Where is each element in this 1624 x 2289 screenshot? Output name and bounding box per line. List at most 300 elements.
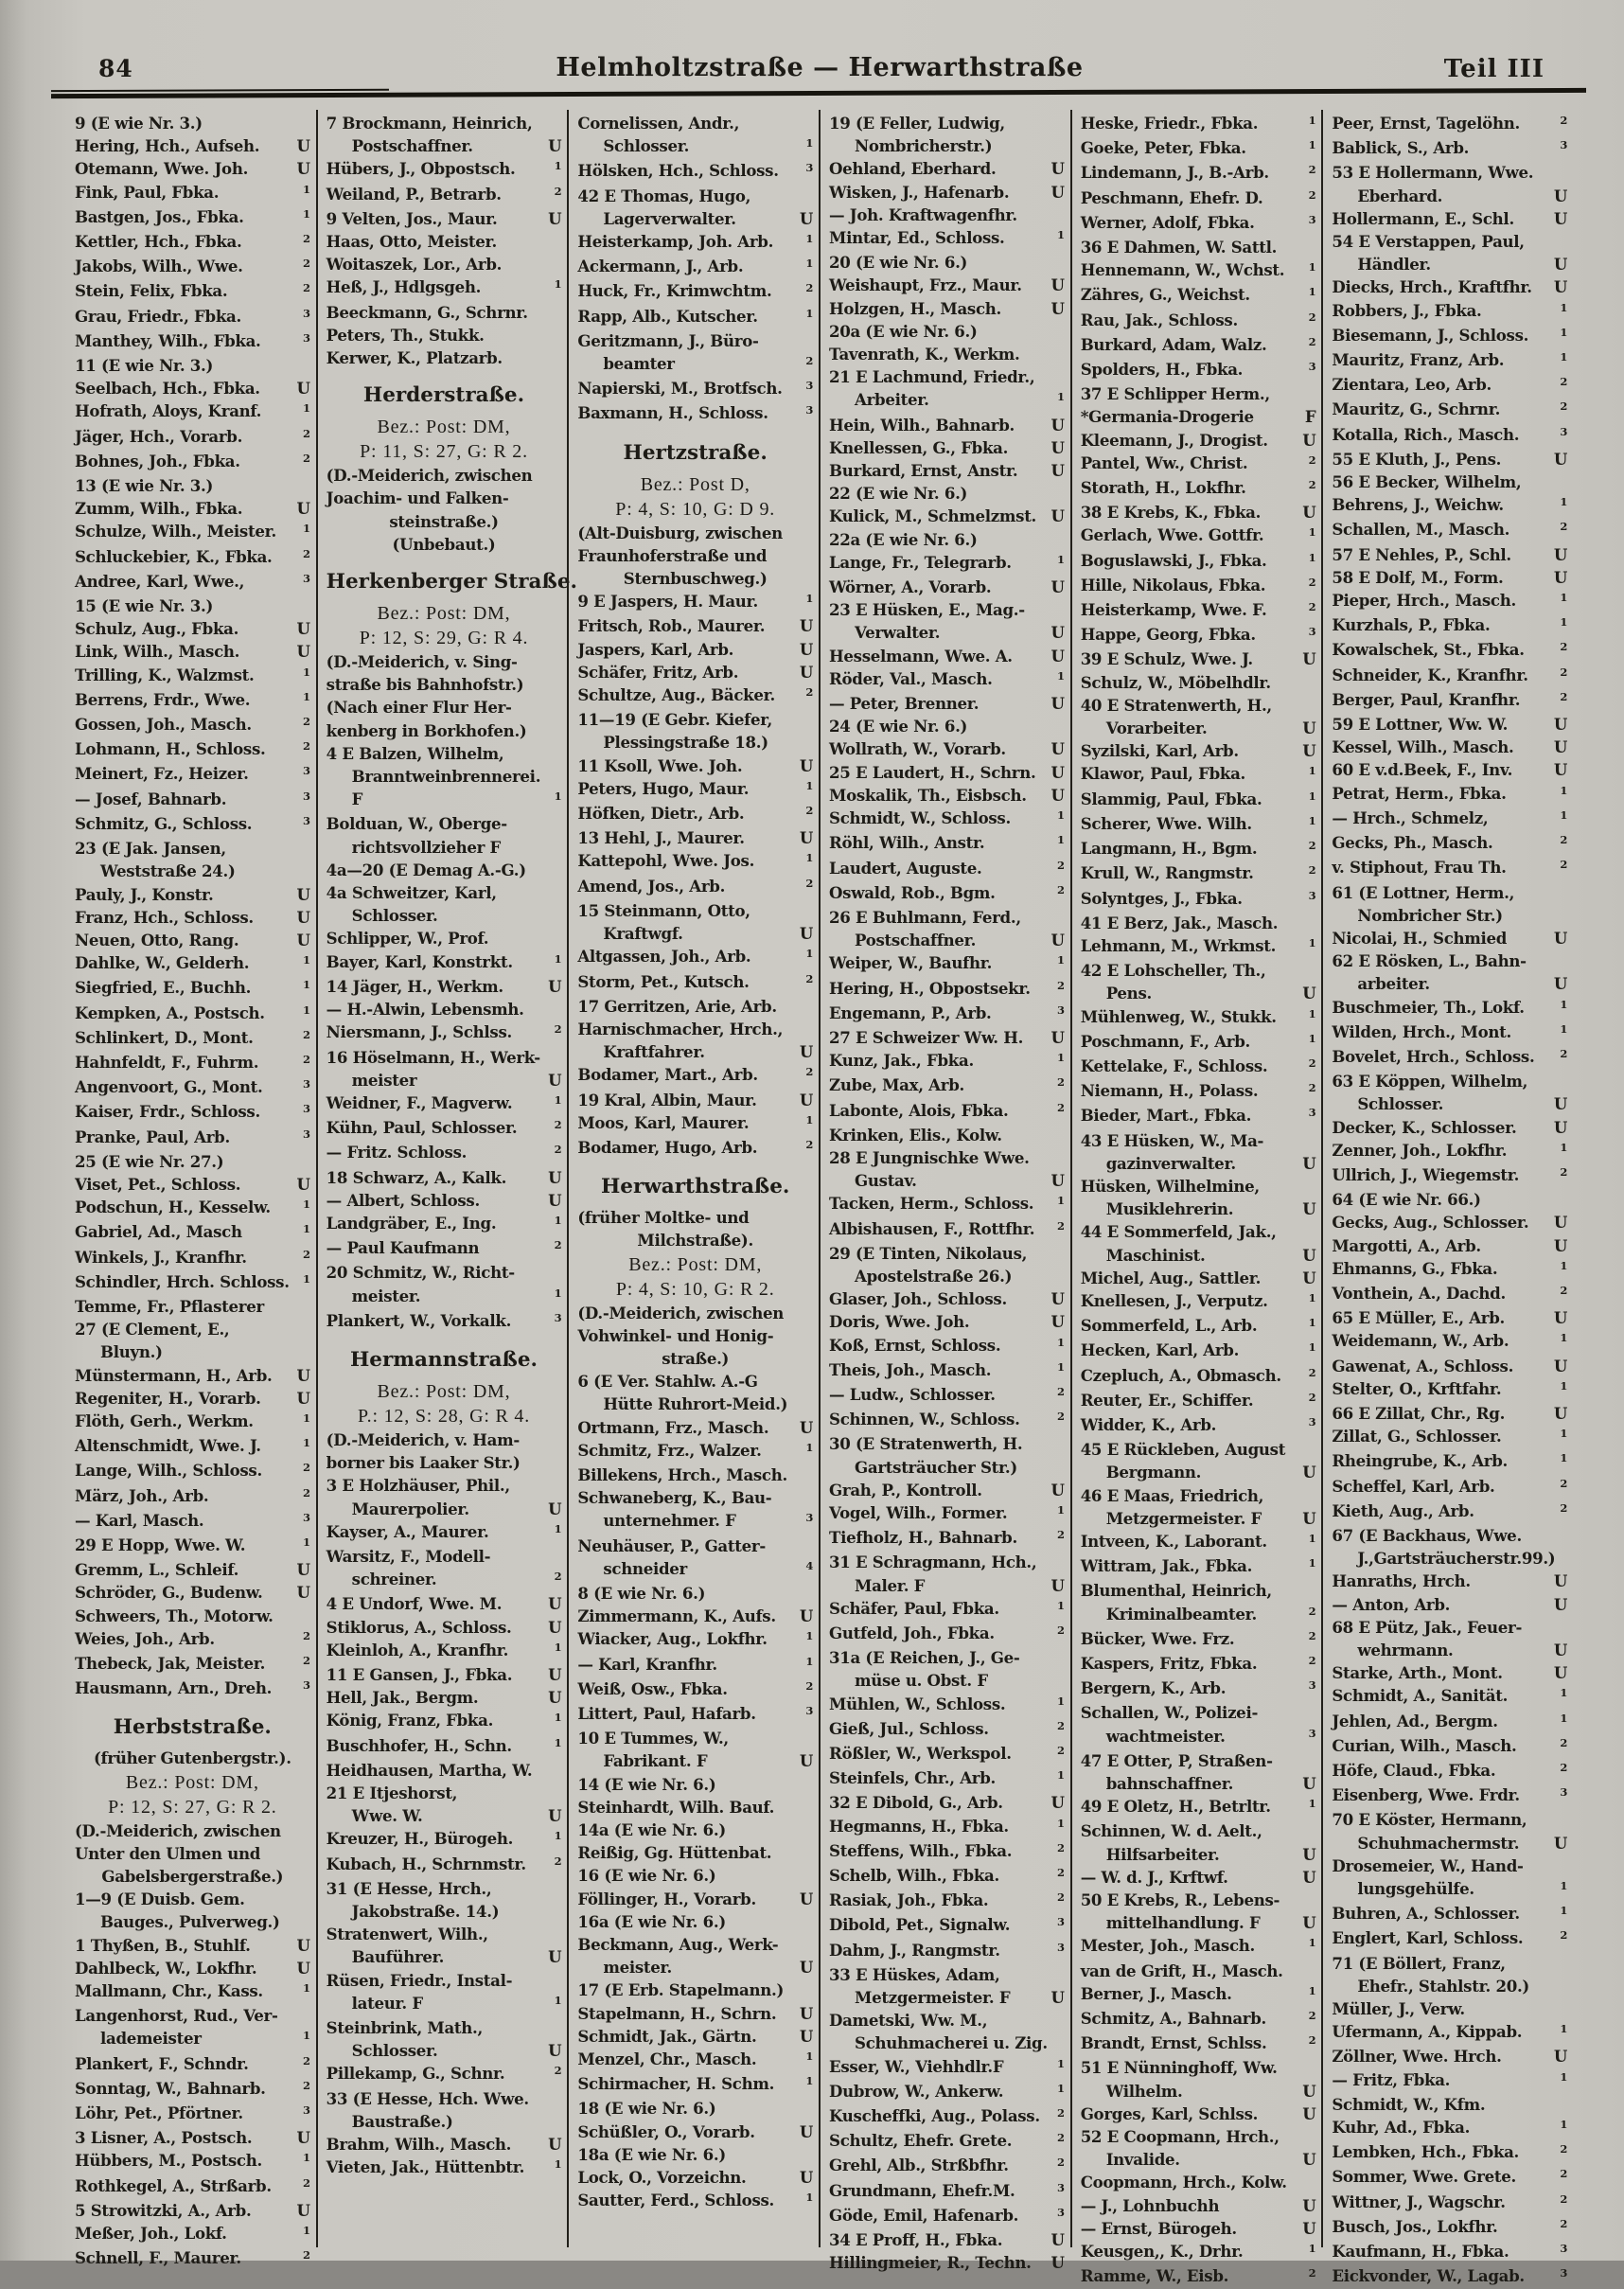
line-text: Röder, Val., Masch. [829,668,993,688]
line-text: Kulick, M., Schmelzmst. [829,506,1037,526]
floor-marker: 1 [1308,1316,1316,1330]
directory-line [1332,1282,1567,1306]
line-text: Gremm, L., Schleif. [75,1560,239,1580]
floor-marker: 1 [302,689,310,703]
line-text: 5 Strowitzki, A., Arb. [75,2200,252,2220]
floor-marker: 1 [1056,668,1065,683]
directory-line [829,784,1065,807]
floor-marker: U [1553,1663,1568,1683]
directory-line [327,346,562,369]
directory-line [1081,717,1316,739]
floor-marker: U [1050,694,1065,714]
directory-line [75,664,310,688]
line-text: Metzgermeister. F [855,1988,1011,2008]
line-text: Fabrikant. F [603,1751,708,1771]
floor-marker: 1 [1560,1021,1568,1036]
directory-line [1081,523,1316,548]
directory-line [829,645,1065,667]
line-text: Zimmermann, K., Aufs. [577,1606,776,1626]
floor-marker: U [799,1417,814,1437]
floor-marker: 1 [554,951,562,966]
line-text: Müller, J., Verw. [1332,1999,1465,2019]
line-text: Wiacker, Aug., Lokfhr. [577,1629,768,1649]
directory-line [75,1770,310,1795]
line-text: Plankert, W., Vorkalk. [326,1310,512,1330]
line-text: Weiland, P., Betrarb. [326,184,502,204]
directory-line [1332,543,1567,566]
floor-marker: 2 [1308,2033,1316,2048]
directory-line [577,1370,813,1393]
line-text: Heß, J., Hdlgsgeh. [326,277,482,297]
line-text: Gabriel, Ad., Masch [75,1222,242,1242]
line-text: Syzilski, Karl, Arb. [1080,741,1239,761]
floor-marker: 3 [302,1510,310,1524]
directory-line [75,951,310,976]
directory-line [327,1189,562,1212]
floor-marker: 2 [1560,640,1568,654]
floor-marker: 1 [554,1092,562,1107]
directory-line [1081,1339,1316,1363]
floor-marker: U [296,499,310,519]
line-text: Intveen, K., Laborant. [1080,1531,1267,1551]
directory-line [829,1456,1065,1479]
line-text: Warsitz, F., Modell- [326,1546,491,1566]
floor-marker: 1 [1308,1983,1316,1997]
line-text: Harnischmacher, Hrch., [577,1019,784,1038]
directory-line [75,1795,310,1819]
line-text: Nombricher Str.) [1357,905,1503,925]
running-title: Helmholtzstraße — Herwarthstraße [556,53,1084,82]
directory-line [75,2052,310,2077]
line-text: 42 E Lohscheller, Th., [1080,961,1266,981]
floor-marker: U [1050,577,1065,597]
directory-line [1081,1104,1316,1128]
column-4 [819,110,1070,2273]
directory-line [327,1166,562,1189]
directory-line [75,1534,310,1558]
floor-marker: U [548,1617,562,1637]
directory-line [1332,1926,1567,1951]
directory-line [1332,1139,1567,1163]
line-text: Münstermann, H., Arb. [75,1365,273,1385]
directory-line [1332,1116,1567,1139]
floor-marker: 2 [302,426,310,440]
directory-line [577,1933,813,1956]
directory-line [327,1116,562,1141]
floor-marker: 1 [554,1521,562,1535]
directory-line [1081,476,1316,501]
floor-marker: 2 [1560,2216,1568,2230]
directory-line [1081,452,1316,476]
directory-line [327,112,562,134]
line-text: Schirmacher, H. Schm. [577,2074,775,2094]
directory-line [829,1839,1065,1864]
directory-line [75,1979,310,2004]
directory-line [1081,1819,1316,1842]
directory-line [327,1046,562,1069]
line-text: Hölsken, Hch., Schloss. [577,161,779,181]
floor-marker: U [1553,974,1568,994]
line-text: Eberhard. [1357,186,1443,205]
directory-line [1332,1377,1567,1402]
line-text: Holzgen, H., Masch. [829,298,1001,318]
directory-line [577,1018,813,1040]
line-text: Gerlach, Wwe. Gottfr. [1080,525,1264,545]
directory-line [829,1074,1065,1098]
directory-line [75,1747,310,1769]
line-text: Lindemann, J., B.-Arb. [1080,163,1269,183]
line-text: 34 E Proff, H., Fbka. [829,2230,1003,2250]
directory-line [75,1026,310,1051]
line-text: Arbeiter. [855,390,929,410]
directory-line [829,715,1065,737]
column-2 [316,110,577,2247]
line-text: Theis, Joh., Masch. [829,1359,992,1379]
directory-line [1081,186,1316,211]
line-text: Bluyn.) [100,1342,163,1362]
directory-line [1081,1749,1316,1772]
floor-marker: 2 [302,1247,310,1261]
directory-line [1332,1710,1567,1734]
line-text: Meinert, Fz., Heizer. [75,764,249,784]
directory-line [327,1020,562,1045]
directory-line [1081,309,1316,333]
line-text: Gecks, Aug., Schlosser. [1332,1213,1529,1233]
floor-marker: 1 [805,1629,814,1643]
line-text: Storm, Pet., Kutsch. [577,971,750,991]
directory-line [1081,1579,1316,1602]
floor-marker: 1 [1560,1686,1568,1700]
directory-line [327,1663,562,1686]
directory-line [829,365,1065,388]
line-text: Steffens, Wilh., Fbka. [829,1840,1013,1860]
line-text: Rüsen, Friedr., Instal- [326,1970,513,1990]
line-text: — Karl, Masch. [75,1510,204,1530]
directory-line [1081,648,1316,670]
directory-line [75,157,310,180]
directory-line [829,1501,1065,1526]
line-text: Berrens, Frdr., Wwe. [75,689,251,709]
directory-line [577,1464,813,1486]
line-text: straße.) [662,1348,730,1368]
directory-line [327,1568,562,1592]
directory-line [577,352,813,377]
line-text: Kieth, Aug., Arb. [1332,1500,1474,1520]
directory-line [1081,1314,1316,1339]
line-text: Mintar, Ed., Schloss. [829,228,1005,248]
directory-line [75,354,310,377]
line-text: Händler. [1357,255,1431,275]
directory-line [1081,912,1316,934]
floor-marker: 2 [805,876,814,890]
directory-line [829,1815,1065,1839]
line-text: Coopmann, Hrch., Kolw. [1080,2173,1287,2192]
directory-line [75,1910,310,1933]
directory-line [1332,1997,1567,2020]
line-text: Baxmann, H., Schloss. [577,403,768,423]
floor-marker: 2 [1308,1628,1316,1642]
line-text: 25 (E wie Nr. 27.) [75,1151,224,1171]
directory-line [327,1236,562,1261]
line-text: Schallen, M., Masch. [1332,520,1510,540]
directory-line [1332,1593,1567,1616]
line-text: Hell, Jak., Bergm. [326,1688,479,1708]
line-text: Schelb, Wilh., Fbka. [829,1866,999,1886]
directory-line [327,742,562,765]
floor-marker: 2 [1056,2131,1065,2145]
directory-line [1332,373,1567,398]
line-text: (Alt-Duisburg, zwischen [577,523,783,542]
line-text: Maurerpolier. [351,1499,469,1518]
line-text: unternehmer. F [603,1511,736,1531]
line-text: Hein, Wilh., Bahnarb. [829,415,1015,435]
directory-line [75,929,310,951]
line-text: Schlosser. [351,906,438,926]
directory-line [1081,1530,1316,1554]
line-text: Kubach, H., Schrnmstr. [326,1854,526,1873]
floor-marker: 2 [1056,882,1065,896]
directory-line [75,230,310,255]
line-text: Sommerfeld, L., Arb. [1080,1316,1258,1336]
floor-marker: 2 [1056,1624,1065,1637]
directory-line [829,598,1065,621]
line-text: Jehlen, Ad., Bergm. [1332,1711,1498,1730]
directory-line [1332,736,1567,758]
line-text: Burkard, Ernst, Anstr. [829,461,1018,481]
line-text: — Albert, Schloss. [326,1190,480,1210]
line-text: Schlipper, W., Prof. [326,929,489,949]
line-text: Heidhausen, Martha, W. [326,1760,533,1780]
line-text: Rau, Jak., Schloss. [1080,310,1238,329]
line-text: (D.-Meiderich, v. Ham- [326,1429,520,1449]
line-text: Poschmann, F., Arb. [1080,1031,1251,1051]
floor-marker: U [1050,506,1065,526]
directory-line [75,617,310,640]
floor-marker: 2 [554,184,562,198]
floor-marker: 1 [1560,1879,1568,1893]
line-text: Slammig, Paul, Fbka. [1080,789,1262,808]
directory-columns [66,110,1573,2286]
floor-marker: 1 [1056,1694,1065,1708]
directory-line [577,1324,813,1347]
line-text: Peschmann, Ehefr. D. [1080,187,1263,207]
line-text: Kettelake, F., Schloss. [1080,1056,1268,1075]
directory-line [1081,136,1316,161]
line-text: Stratenwert, Wilh., [326,1925,488,1944]
line-text: Kühn, Paul, Schlosser. [326,1118,518,1138]
line-text: Albishausen, F., Rottfhr. [829,1218,1035,1238]
directory-line [327,1900,562,1923]
directory-line [1332,713,1567,736]
directory-line [1081,1079,1316,1104]
directory-line [577,2189,813,2213]
floor-marker: 3 [1308,1726,1316,1740]
line-text: Starke, Arth., Mont. [1332,1663,1503,1683]
line-text: Hahnfeldt, F., Fuhrm. [75,1052,259,1072]
line-text: Schmitz, G., Schloss. [75,813,253,833]
directory-line [1081,161,1316,186]
floor-marker: U [1553,928,1568,948]
line-text: Hübers, J., Obpostsch. [326,159,516,179]
line-text: Burkard, Adam, Walz. [1080,334,1267,354]
line-text: 26 E Buhlmann, Ferd., [829,907,1021,927]
floor-marker: U [1302,1153,1316,1173]
line-text: Schultze, Aug., Bäcker. [577,685,775,705]
floor-marker: U [296,159,310,179]
street-heading [75,1713,310,1742]
line-text: 14 Jäger, H., Werkm. [326,976,503,996]
line-text: 29 E Hopp, Wwe. W. [75,1535,246,1554]
line-text: 22 (E wie Nr. 6.) [829,484,968,504]
directory-line [1332,470,1567,493]
directory-line [829,1717,1065,1742]
floor-marker: 2 [1056,1100,1065,1114]
line-text: Kleinloh, A., Kranfhr. [326,1640,509,1659]
line-text: Schmidt, A., Sanität. [1332,1686,1509,1706]
line-text: Decker, K., Schlosser. [1332,1117,1517,1137]
directory-line [327,230,562,253]
directory-line [75,1295,310,1318]
directory-line [1332,972,1567,995]
directory-line [75,1173,310,1196]
directory-line [75,1100,310,1125]
floor-marker: U [1050,623,1065,643]
directory-line [75,906,310,929]
line-text: Hermannstraße. [349,1347,538,1372]
floor-marker: U [1302,1508,1316,1528]
floor-marker: U [1050,1480,1065,1499]
floor-marker: 2 [805,354,814,368]
line-text: 31 (E Hesse, Hrch., [326,1878,492,1898]
line-text: 16 Höselmann, H., Werk- [326,1047,540,1067]
directory-line [327,1091,562,1116]
line-text: Apostelstraße 26.) [855,1266,1013,1286]
directory-line [1081,358,1316,382]
directory-line [75,1196,310,1220]
line-text: 16a (E wie Nr. 6.) [577,1911,726,1931]
line-text: Wwe. W. [351,1806,423,1826]
floor-marker: 2 [1308,863,1316,878]
line-text: Kessel, Wilh., Masch. [1332,737,1514,757]
directory-line [1332,1854,1567,1877]
directory-line [75,2199,310,2222]
directory-line [75,1581,310,1604]
line-text: Hecken, Karl, Arb. [1080,1340,1240,1360]
floor-marker: 2 [1308,1654,1316,1667]
directory-line [1332,566,1567,589]
directory-line [75,788,310,812]
line-text: Lange, Fr., Telegrarb. [829,552,1012,572]
floor-marker: 3 [302,1077,310,1091]
floor-marker: 1 [1056,808,1065,823]
line-text: Hilfsarbeiter. [1105,1844,1220,1864]
directory-line [829,459,1065,482]
floor-marker: 2 [1056,1840,1065,1854]
directory-line [1332,2240,1567,2264]
floor-marker: 2 [302,281,310,295]
line-text: müse u. Obst. F [855,1671,988,1691]
directory-line [577,1841,813,1864]
floor-marker: U [1050,1793,1065,1813]
floor-marker: U [548,136,562,156]
line-text: 4a Schweitzer, Karl, [326,883,497,903]
line-text: Dahlke, W., Gelderh. [75,953,250,973]
directory-line [577,1653,813,1677]
line-text: Kurzhals, P., Fbka. [1332,615,1491,635]
line-text: Schäfer, Paul, Fbka. [829,1598,999,1618]
line-text: Brandt, Ernst, Schlss. [1080,2033,1267,2053]
directory-line [1081,598,1316,623]
line-text: 11 Ksoll, Wwe. Joh. [577,755,743,775]
line-text: Tavenrath, K., Werkm. [829,345,1020,364]
directory-line [577,544,813,567]
directory-line [327,1709,562,1733]
floor-marker: U [1302,719,1316,738]
floor-marker: 2 [1308,1390,1316,1404]
line-text: Steinbrink, Math., [326,2018,484,2038]
line-text: Littert, Paul, Hafarb. [577,1703,756,1723]
directory-line [577,255,813,279]
directory-line [75,762,310,787]
directory-line [577,1040,813,1063]
line-text: (Unbebaut.) [392,534,496,554]
line-text: Grau, Friedr., Fbka. [75,306,241,326]
line-text: Schmitz, Frz., Walzer. [577,1440,762,1460]
floor-marker: 3 [805,1703,814,1717]
directory-line [829,274,1065,296]
directory-line [327,1992,562,2016]
floor-marker: 1 [805,1654,814,1668]
directory-line [1332,518,1567,542]
directory-line [75,1627,310,1652]
directory-line [1081,694,1316,717]
floor-marker: 2 [554,2064,562,2078]
line-text: Zumm, Wilh., Fbka. [75,499,243,519]
floor-marker: U [548,2041,562,2061]
directory-line [829,1889,1065,1913]
directory-line [1332,1092,1567,1115]
floor-marker: U [1553,760,1568,780]
directory-line [577,945,813,969]
directory-line [1332,207,1567,230]
directory-line [1332,613,1567,638]
directory-line [829,1597,1065,1622]
directory-line [75,112,310,134]
line-text: Hille, Nikolaus, Fbka. [1080,575,1266,594]
line-text: 18 (E wie Nr. 6.) [577,2099,716,2119]
line-text: 14 (E wie Nr. 6.) [577,1774,716,1794]
directory-line [577,1773,813,1796]
floor-marker: U [1302,984,1316,1003]
directory-line [829,1574,1065,1597]
line-text: Zillat, G., Schlosser. [1332,1427,1502,1446]
directory-line [75,1509,310,1534]
line-text: Knellessen, G., Fbka. [829,437,1009,457]
directory-line [1081,623,1316,648]
directory-line [829,2104,1065,2129]
directory-line [1081,1507,1316,1530]
directory-line [75,1318,310,1340]
directory-line [577,1206,813,1229]
line-text: Stiklorus, A., Schloss. [326,1617,512,1637]
directory-line [577,185,813,207]
line-text: Solyntges, J., Fbka. [1080,888,1243,908]
directory-line [1081,429,1316,452]
line-text: Kotalla, Rich., Masch. [1332,424,1520,444]
line-text: Hegmanns, H., Fbka. [829,1816,1009,1836]
directory-line [577,1582,813,1605]
directory-line [829,134,1065,157]
